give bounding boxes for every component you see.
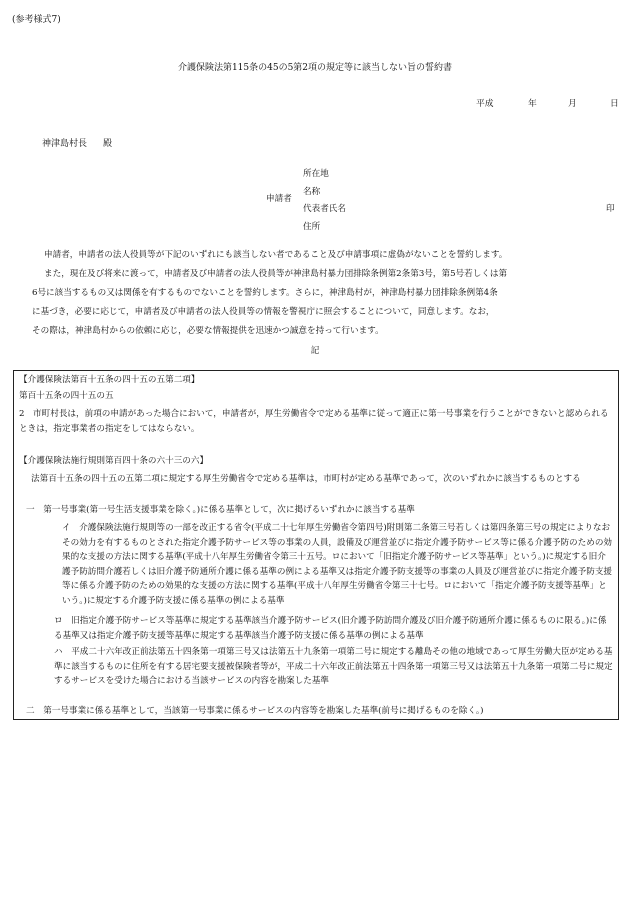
pledge-text-2d: その際は，神津島村からの依頼に応じ，必要な情報提供を迅速かつ誠意を持って行います。 (32, 326, 384, 336)
applicant-field-name: 名称 (303, 186, 321, 197)
applicant-field-representative: 代表者氏名 (303, 204, 346, 214)
section2-heading: 【介護保険法施行規則第百四十条の六十三の六】 (19, 456, 209, 466)
item-1: 一 第一号事業(第一号生活支援事業を除く。)に係る基準として，次に掲げるいずれかに該当する基準 (26, 505, 415, 515)
document-title: 介護保険法第115条の45の5第2項の規定等に該当しない旨の誓約書 (177, 63, 453, 73)
item-2: 二 第一号事業に係る基準として，当該第一号事業に係るサービスの内容等を勘案した基準(前号に掲げるものを除く。) (26, 706, 484, 716)
section1-heading: 【介護保険法第百十五条の四十五の五第二項】 (19, 375, 200, 385)
date-day: 日 (610, 99, 619, 109)
addressee (42, 138, 112, 151)
pledge-text-2a: また，現在及び将来に渡って，申請者及び申請者の法人役員等が神津島村暴力団排除条例第2条第3号，第5号若しくは第 (44, 269, 508, 279)
pledge-text-1: 申請者，申請者の法人役員等が下記のいずれにも該当しない者であること及び申請事項に虚偽がないことを誓約します。 (44, 250, 508, 260)
item-1-ro: ロ 旧指定介護予防サービス等基準に規定する基準該当介護予防サービス(旧介護予防訪問介護及び旧介護予防通所介護に係るものに限る。)に係る基準又は指定介護予防支援等基準に規定する基準該当介護予防支援に係る基準の例による基準 (54, 616, 607, 641)
date-era: 平成 (476, 99, 494, 109)
applicant-fields (303, 168, 346, 238)
applicant-label: 申請者 (266, 194, 292, 204)
addressee-honorific: 殿 (103, 139, 113, 149)
pledge-text-2c: に基づき，必要に応じて，申請者及び申請者の法人役員等の情報を警視庁に照会することについて，同意します。なお， (32, 307, 495, 317)
applicant-field-address: 所在地 (303, 169, 329, 179)
pledge-paragraph-2 (32, 265, 607, 341)
item-1-i: イ 介護保険法施行規則等の一部を改正する省令(平成二十七年厚生労働省令第四号)附則第二条第三号若しくは第四条第三号の規定によりなおその効力を有するものとされた指定介護予防サービス等の事業の人員，設備及び運営並びに指定介護予防サービス等に係る介護予防のための効果的な支援の方法に関する基準(平成十八年厚生労働省令第三十五号。ロにおいて「旧指定介護予防サービス等基準」という。)に規定する旧介護予防訪問介護若しくは旧介護予防通所介護に係る基準の例による基準又は指定介護予防支援等の事業の人員及び運営並びに指定介護予防支援等に係る介護予防のための効果的な支援の方法に関する基準(平成十八年厚生労働省令第三十七号。ロにおいて「指定介護予防支援等基準」という。)に規定する介護予防支援に係る基準の例による基準 (62, 523, 613, 606)
section2-intro: 法第百十五条の四十五の五第二項に規定する厚生労働省令で定める基準は，市町村が定める基準であって，次のいずれかに該当するものとする (31, 474, 581, 484)
date-year: 年 (528, 99, 537, 109)
pledge-paragraph-1 (32, 246, 607, 265)
section1-item2: 2 市町村長は，前項の申請があった場合において，申請者が，厚生労働省令で定める基準に従って適正に第一号事業を行うことができないと認められるときは，指定事業者の指定をしてはならない。 (19, 409, 609, 434)
reference-form-label: (参考様式7) (12, 15, 61, 25)
applicant-field-residence: 住所 (303, 221, 321, 232)
addressee-name: 神津島村長 (42, 139, 88, 149)
section1-article: 第百十五条の四十五の五 (19, 391, 114, 401)
ki-marker: 記 (310, 346, 320, 356)
seal-mark: 印 (606, 204, 615, 214)
item-1-ha: ハ 平成二十六年改正前法第五十四条第一項第三号又は法第五十九条第一項第二号に規定する離島その他の地域であって厚生労働大臣が定める基準に該当するものに住所を有する居宅要支援被保険者等が，平成二十六年改正前法第五十四条第一項第三号又は法第五十九条第一項第二号に規定するサービスを受けた場合における当該サービスの内容を勘案した基準 (54, 647, 613, 686)
legal-excerpt-box (13, 370, 619, 720)
pledge-text-2b: 6号に該当するもの又は関係を有するものでないことを誓約します。さらに，神津島村が，神津島村暴力団排除条例第4条 (32, 288, 498, 298)
date-month: 月 (568, 99, 577, 109)
